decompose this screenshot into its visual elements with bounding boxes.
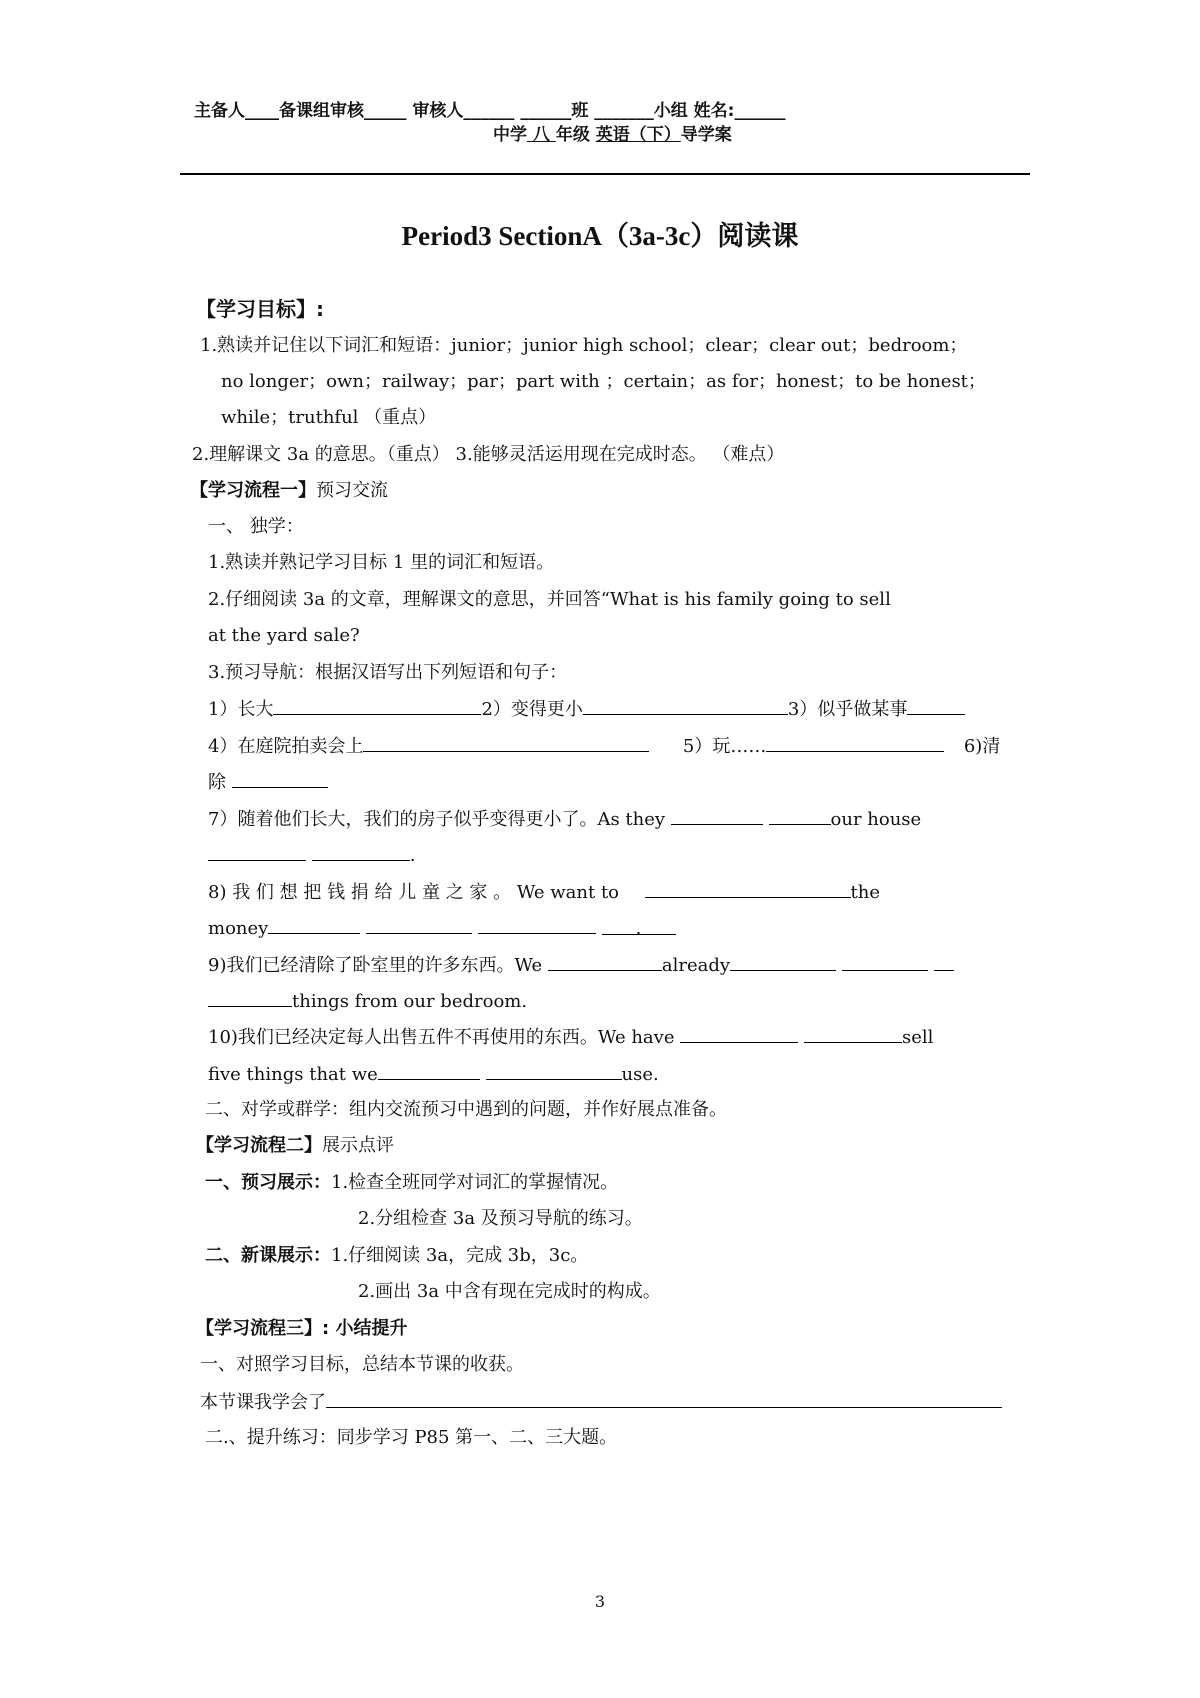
phrase-1-blank[interactable] [273,696,481,715]
doc-type-label: 导学案 [680,125,732,145]
sentence-8-blank-4[interactable] [478,915,596,934]
sentence-10-text-2: five things that we [208,1064,378,1085]
sentence-10-line-2 [208,1061,659,1088]
sentence-8-blank-3[interactable] [366,915,472,934]
sentence-7-line-1 [208,806,921,833]
phrase-5-blank[interactable] [766,733,944,752]
sentence-8-blank-2[interactable] [268,915,360,934]
objective-item-2: 2.理解课文 3a 的意思。（重点） 3.能够灵活运用现在完成时态。 （难点） [192,444,785,465]
sentence-8-text: 8) 我 们 想 把 钱 捐 给 儿 童 之 家 。 We want to [208,882,620,903]
phrase-2-label: 2）变得更小 [481,699,583,720]
sentence-7-blank-4[interactable] [312,842,410,861]
group-study: 二、对学或群学：组内交流预习中遇到的问题，并作好展点准备。 [205,1099,727,1120]
header-info-line: 主备人____备课组审核_____ 审核人______ ______班 _______小组 姓名:______ [194,101,786,121]
objective-item-1-line-1: 1.熟读并记住以下词汇和短语：junior；junior high school；clear；clear out；bedroom； [200,335,968,356]
phrase-row-2 [208,733,1000,760]
grade-label: 年级 [555,125,590,145]
sentence-10-blank-2[interactable] [804,1024,902,1043]
phrase-3-label: 3）似乎做某事 [787,699,908,720]
preview-show-label: 一、预习展示： [205,1172,331,1193]
phrase-6-label-cont: 除 [208,772,226,793]
new-lesson-item-2: 2.画出 3a 中含有现在完成时的构成。 [358,1281,661,1302]
header-divider [180,173,1030,175]
phrase-3-blank[interactable] [907,696,965,715]
flow2-heading-text: 展示点评 [322,1135,394,1156]
self-study-step-3: 3.预习导航：根据汉语写出下列短语和句子： [208,662,568,683]
sentence-9-text-end: things from our bedroom. [292,991,528,1012]
self-study-step-2-line-2: at the yard sale? [208,625,360,646]
page-title: Period3 SectionA（3a-3c）阅读课 [401,221,799,251]
learned-blank[interactable] [326,1389,1002,1408]
sentence-7-line-2: . [208,842,415,869]
sentence-10-text: 10)我们已经决定每人出售五件不再使用的东西。We have [208,1027,675,1048]
sentence-10-blank-4[interactable] [486,1061,622,1080]
flow3-heading: 【学习流程三】: 小结提升 [196,1318,408,1339]
phrase-2-blank[interactable] [583,696,788,715]
school-label: 中学 [493,125,527,145]
sentence-10-blank-1[interactable] [680,1024,798,1043]
sentence-8-text-end: the [850,882,880,903]
sentence-9-blank-2[interactable] [730,952,836,971]
flow2-heading [196,1133,394,1159]
phrase-6-blank[interactable] [232,769,328,788]
sentence-8-line-1 [208,879,880,906]
sentence-9-line-2 [208,988,527,1015]
self-study-step-2-line-1: 2.仔细阅读 3a 的文章，理解课文的意思，并回答“What is his family going to sell [208,589,891,610]
sentence-10-blank-3[interactable] [378,1061,480,1080]
sentence-9-already: already [661,955,731,976]
objective-item-1-line-3: while；truthful （重点） [221,407,437,428]
flow1-heading [190,478,388,504]
sentence-9-blank-3[interactable] [842,952,928,971]
sentence-7-blank-3[interactable] [208,842,306,861]
phrase-1-label: 1）长大 [208,699,274,720]
new-lesson-label: 二、新课展示： [205,1245,331,1266]
new-lesson-item-1: 1.仔细阅读 3a，完成 3b，3c。 [331,1245,589,1266]
sentence-9-text: 9)我们已经清除了卧室里的许多东西。We [208,955,543,976]
preview-show-item-1: 1.检查全班同学对词汇的掌握情况。 [331,1172,619,1193]
sentence-10-line-1 [208,1024,933,1051]
sentence-7-text-end: our house [830,809,922,830]
sentence-10-sell: sell [901,1027,934,1048]
sentence-8-money: money [208,918,269,939]
sentence-8-line-2 [208,915,676,942]
summary-instruction: 一、对照学习目标，总结本节课的收获。 [200,1354,524,1375]
sentence-7-text: 7）随着他们长大，我们的房子似乎变得更小了。As they [208,809,666,830]
self-study-step-1: 1.熟读并熟记学习目标 1 里的词汇和短语。 [208,552,555,573]
learned-label: 本节课我学会了 [200,1392,326,1413]
self-study-label: 一、 独学： [208,516,304,537]
preview-show-item-2: 2.分组检查 3a 及预习导航的练习。 [358,1208,643,1229]
header-course-line [493,120,732,145]
sentence-9-line-1 [208,952,954,979]
sentence-10-text-end: use. [621,1064,659,1085]
flow2-heading-label: 【学习流程二】 [196,1135,322,1156]
preview-show-line-1 [205,1170,618,1196]
sentence-8-period: . [635,918,642,939]
new-lesson-line-1 [205,1243,588,1269]
flow1-heading-text: 预习交流 [316,480,388,501]
sentence-9-blank-4[interactable] [934,952,954,971]
page-number: 3 [594,1592,606,1611]
phrase-row-3 [208,769,328,796]
sentence-9-blank-1[interactable] [548,952,662,971]
phrase-row-1 [208,696,965,723]
phrase-6-label: 6)清 [963,736,1001,757]
subject-value: 英语（下） [595,125,681,145]
sentence-7-blank-1[interactable] [671,806,763,825]
practice-instruction: 二.、提升练习：同步学习 P85 第一、二、三大题。 [205,1427,618,1448]
phrase-4-label: 4）在庭院拍卖会上 [208,736,364,757]
objectives-heading: 【学习目标】: [196,297,324,321]
phrase-4-blank[interactable] [363,733,649,752]
sentence-9-blank-5[interactable] [208,988,292,1007]
sentence-8-blank-5[interactable] [602,916,676,939]
sentence-8-blank-1[interactable] [645,879,851,898]
sentence-7-blank-2[interactable] [769,806,831,825]
objective-item-1-line-2: no longer；own；railway；par；part with ；certain；as for；honest；to be honest； [221,371,986,392]
grade-value: 八 [527,125,556,145]
phrase-5-label: 5）玩…… [682,736,767,757]
learned-line [200,1389,1002,1416]
flow1-heading-label: 【学习流程一】 [190,480,316,501]
